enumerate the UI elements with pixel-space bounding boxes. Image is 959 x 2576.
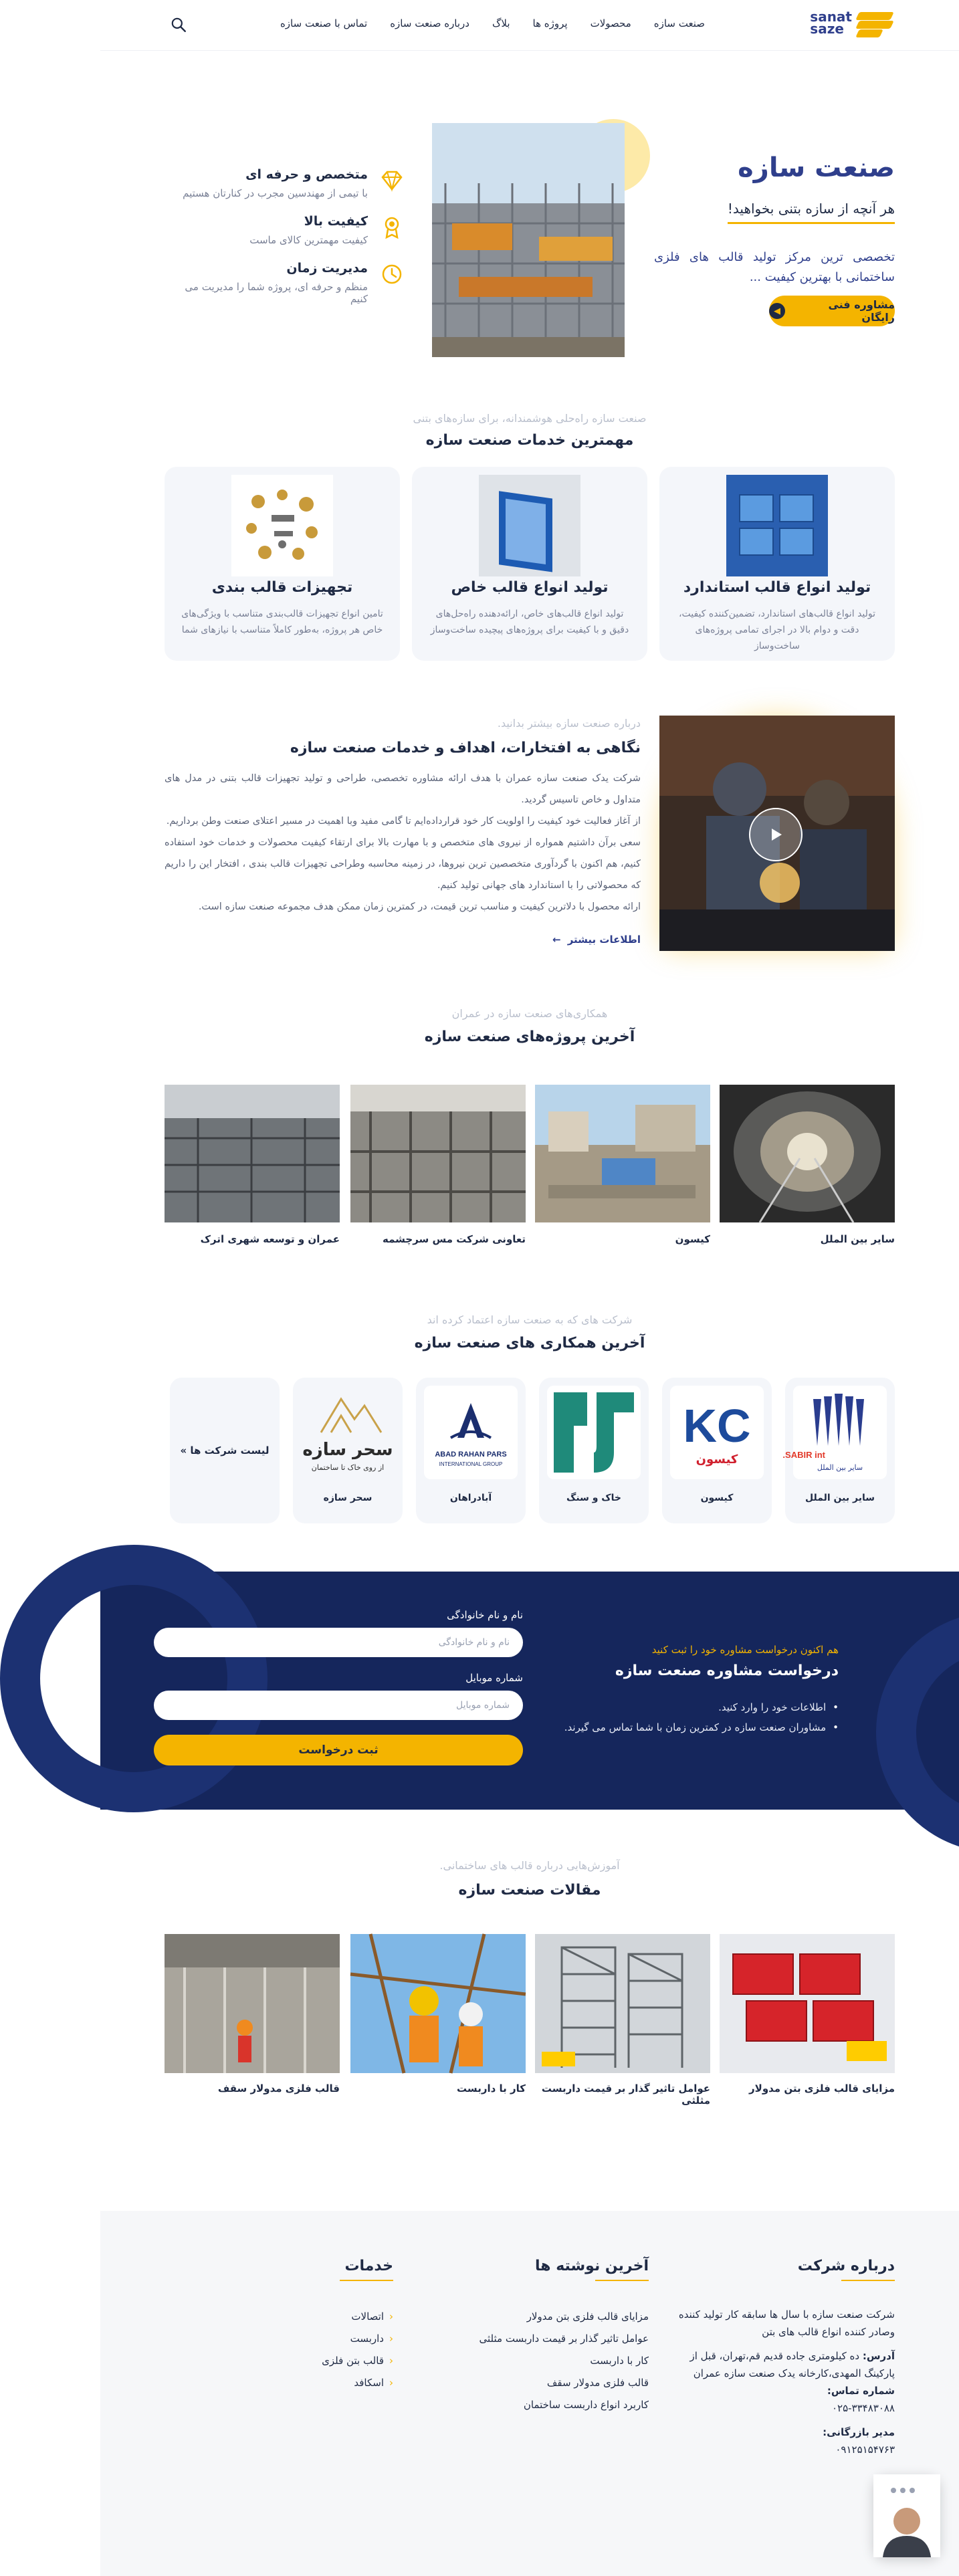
partner-logo-khak-sang: [547, 1386, 641, 1479]
about-paragraph: سعی برآن داشتیم همواره از نیروی های متخصص و با مهارت بالا برای ارتقاء کیفیت محصولات و خدمات خود استفاده کنیم، هم اکنون با گردآوری متخصصین ترین نیروها، در زمینه محاسبه وطراحی تجهیزات قالب بندی ، افتخار این را داریم که محصولاتی را با استاندارد های جهانی تولید کنیم.: [165, 837, 641, 891]
partner-name: سحر سازه: [323, 1493, 372, 1503]
free-consultation-label: مشاوره فنی رایگان: [828, 298, 895, 324]
cta-bullet: • اطلاعات خود را وارد کنید.: [564, 1697, 839, 1717]
footer-about-title: درباره شرکت: [798, 2258, 895, 2281]
about-paragraph: شرکت یدک صنعت سازه عمران با هدف ارائه مشاوره تخصصی، طراحی و تولید تجهیزات قالب بتنی در مدل های متداول و خاص تاسیس گردید.: [165, 773, 641, 805]
footer-post-link[interactable]: عوامل تاثیر گذار بر قیمت داربست مثلثی: [479, 2333, 649, 2345]
project-label[interactable]: کیسون: [675, 1233, 710, 1245]
address-text: ده کیلومتری جاده قدیم قم،تهران، قبل از پارکینگ المهدی،کارخانه یدک صنعت سازه عمران: [689, 2350, 895, 2379]
footer-post-link[interactable]: کاربرد انواع داربست ساختمان: [523, 2399, 649, 2411]
logo-text: [810, 11, 852, 35]
name-input[interactable]: نام و نام خانوادگی: [154, 1628, 523, 1657]
footer-post-link[interactable]: مزایای قالب فلزی بتن مدولار: [526, 2311, 649, 2323]
logo-mark-icon: [857, 9, 895, 36]
special-formwork-image: [479, 475, 580, 576]
projects-title: آخرین پروژه‌های صنعت سازه: [424, 1029, 635, 1045]
partner-card[interactable]: [782, 1378, 895, 1523]
service-title: تولید انواع قالب خاص: [451, 579, 609, 596]
articles-title: مقالات صنعت سازه: [458, 1882, 601, 1899]
phone-label: شماره موبایل: [465, 1672, 523, 1684]
more-info-label: اطلاعات بیشتر: [567, 934, 641, 946]
partner-logo-text: KC: [683, 1400, 751, 1452]
partner-logo-sabir: [782, 1386, 887, 1479]
articles-kicker: آموزش‌هایی درباره قالب های ساختمانی.: [439, 1859, 620, 1872]
services-title: مهمترین خدمات صنعت سازه: [425, 432, 634, 449]
about-title: نگاهی به افتخارات، اهداف و خدمات صنعت سازه: [290, 740, 641, 756]
nav-item-projects[interactable]: پروژه ها: [532, 17, 568, 29]
service-text: تولید انواع قالب‌های خاص، ارائه‌دهنده راه‌حل‌های دقیق و با کیفیت برای پروژه‌های پیچیده ساخت‌وساز: [430, 609, 629, 635]
partner-logo-subtext: INTERNATIONAL GROUP: [439, 1461, 503, 1467]
footer-service-link[interactable]: ‹ اتصالات: [322, 2306, 393, 2328]
partner-logo-text: ABAD RAHAN PARS: [435, 1451, 507, 1459]
footer-posts-list: [480, 2306, 649, 2416]
footer-about: [667, 2306, 895, 2458]
site-logo[interactable]: [810, 9, 895, 36]
about-paragraph: از آغاز فعالیت خود کیفیت را اولویت کار خود قرارداده‌ایم تا گامی مفید وبا اهمیت در مسیر اعتلای صنعت وطن برداریم.: [166, 816, 641, 827]
partner-logo-sahar-saze: [301, 1386, 395, 1479]
feature-title: کیفیت بالا: [304, 214, 368, 229]
phone-number[interactable]: ۰۲۵-۳۳۴۸۳۰۸۸: [831, 2402, 895, 2414]
project-image[interactable]: [350, 1085, 526, 1222]
partner-logo-text: SABIR int.: [782, 1450, 825, 1460]
play-icon: [766, 825, 785, 844]
hero-description: تخصصی ترین مرکز تولید قالب های فلزی ساختمانی با بهترین کیفیت ...: [654, 250, 895, 284]
project-image[interactable]: [165, 1085, 340, 1222]
partners-kicker: شرکت های که به صنعت سازه اعتماد کرده اند: [427, 1313, 633, 1326]
hero-features: [165, 167, 405, 320]
about-kicker: درباره صنعت سازه بیشتر بدانید.: [497, 717, 641, 730]
services-kicker: صنعت سازه راه‌حلی هوشمندانه، برای سازه‌های بتنی: [413, 412, 647, 425]
nav-item-products[interactable]: محصولات: [590, 17, 631, 29]
article-image[interactable]: [165, 1934, 340, 2073]
manager-phone[interactable]: ۰۹۱۲۵۱۵۴۷۶۳: [835, 2444, 895, 2456]
partner-logo-subtext: از روی خاک تا ساختمان: [311, 1463, 385, 1472]
feature-text: منظم و حرفه ای، پروژه شما را مدیریت می کنیم: [185, 281, 368, 305]
partner-logo-subtext: کیسون: [696, 1453, 738, 1467]
article-label[interactable]: کار با داربست: [457, 2082, 526, 2095]
footer-service-link[interactable]: ‹ داربست: [322, 2328, 393, 2350]
service-text: تامین انواع تجهیزات قالب‌بندی متناسب با ویژگی‌های خاص هر پروژه، به‌طور کاملاً متناسب با نیازهای شما: [181, 609, 383, 635]
footer-posts-title: آخرین نوشته ها: [535, 2258, 649, 2281]
feature-title: مدیریت زمان: [286, 261, 368, 276]
nav-item-home[interactable]: صنعت سازه: [653, 17, 705, 29]
partner-logo-abad-rahan: [424, 1386, 518, 1479]
feature-item: [165, 167, 405, 199]
main-nav: [280, 17, 705, 29]
service-card[interactable]: [165, 467, 400, 661]
cta-kicker: هم اکنون درخواست مشاوره خود را ثبت کنید: [651, 1644, 839, 1656]
hero-title: صنعت سازه: [738, 152, 895, 183]
partner-logo-text: سحر سازه: [302, 1440, 393, 1460]
article-label[interactable]: عوامل تاثیر گذار بر قیمت داربست مثلثی: [541, 2082, 710, 2107]
cta-title: درخواست مشاوره صنعت سازه: [615, 1662, 839, 1679]
footer-post-link[interactable]: کار با داربست: [590, 2355, 649, 2367]
partner-list-link[interactable]: لیست شرکت ها »: [180, 1444, 270, 1457]
phone-label: شماره تماس:: [827, 2385, 895, 2397]
article-image[interactable]: [350, 1934, 526, 2073]
footer-post-link[interactable]: قالب فلزی مدولار سقف: [546, 2377, 649, 2389]
article-label[interactable]: مزایای قالب فلزی بتن مدولار: [749, 2082, 895, 2095]
nav-item-contact[interactable]: تماس با صنعت سازه: [280, 17, 368, 29]
feature-item: [165, 261, 405, 305]
footer-services-list: [322, 2306, 393, 2394]
free-consultation-button[interactable]: [769, 296, 895, 326]
feature-item: [165, 214, 405, 246]
partner-name: خاک و سنگ: [566, 1493, 621, 1503]
site-footer: [100, 2211, 959, 2576]
project-image[interactable]: [535, 1085, 710, 1222]
logo-line-1: sanat: [810, 9, 852, 25]
partner-card[interactable]: [416, 1378, 526, 1523]
about-paragraph: ارائه محصول با دلاترین کیفیت و مناسب ترین قیمت، در کمترین زمان ممکن هدف مجموعه صنعت سازه است.: [198, 901, 641, 912]
feature-text: با تیمی از مهندسین مجرب در کنارتان هستیم: [183, 187, 368, 199]
chat-agent-avatar-icon: [873, 2474, 940, 2557]
medal-icon: [379, 214, 405, 241]
partner-logo-subtext: سایر بین الملل: [817, 1463, 863, 1472]
partner-name: آبادراهان: [449, 1493, 492, 1503]
footer-about-text: شرکت صنعت سازه با سال ها سابقه کار تولید کننده وصادر کننده انواع قالب های بتن: [678, 2309, 895, 2338]
submit-request-button[interactable]: ثبت درخواست: [154, 1735, 523, 1765]
play-video-button[interactable]: [749, 808, 803, 861]
consultation-form-section: [100, 1572, 959, 1810]
service-card[interactable]: [412, 467, 647, 661]
address-label: آدرس:: [862, 2350, 895, 2362]
service-text: تولید انواع قالب‌های استاندارد، تضمین‌کننده کیفیت، دقت و دوام بالا در اجرای تمامی پروژه‌های ساخت‌وساز: [678, 609, 876, 651]
diamond-icon: [379, 167, 405, 194]
partner-card[interactable]: [539, 1378, 649, 1523]
hero-scaffolding-image: [432, 123, 625, 357]
article-image[interactable]: [720, 1934, 895, 2073]
nav-item-blog[interactable]: بلاگ: [492, 17, 510, 29]
project-image[interactable]: [720, 1085, 895, 1222]
feature-text: کیفیت مهمترین کالای ماست: [249, 234, 368, 246]
footer-service-link[interactable]: ‹ قالب بتن فلزی: [322, 2350, 393, 2372]
search-icon[interactable]: [170, 16, 187, 33]
phone-input[interactable]: شماره موبایل: [154, 1691, 523, 1720]
service-title: تجهیزات قالب بندی: [211, 579, 353, 596]
partner-list-card[interactable]: [170, 1378, 280, 1523]
partner-name: کیسون: [700, 1493, 734, 1503]
manager-label: مدیر بازرگانی:: [823, 2426, 895, 2438]
article-image[interactable]: [535, 1934, 710, 2073]
arrow-left-icon: ◀: [769, 303, 785, 319]
arrow-left-icon: ←: [552, 934, 561, 946]
feature-title: متخصص و حرفه ای: [245, 167, 368, 182]
decor-ring: [876, 1612, 959, 1852]
more-info-link[interactable]: [552, 934, 641, 946]
footer-services-title: خدمات: [344, 2258, 393, 2281]
article-label[interactable]: قالب فلزی مدولار سقف: [217, 2082, 340, 2095]
standard-formwork-image: [726, 475, 828, 576]
projects-kicker: همکاری‌های صنعت سازه در عمران: [451, 1007, 608, 1020]
cta-bullets: [564, 1697, 839, 1737]
partner-name: سایر بین الملل: [805, 1493, 875, 1503]
service-card[interactable]: [659, 467, 895, 661]
partner-logo-kesun: [670, 1386, 764, 1479]
partners-title: آخرین همکاری های صنعت سازه: [414, 1335, 645, 1352]
project-label[interactable]: سایر بین الملل: [820, 1233, 895, 1245]
chat-widget-button[interactable]: [873, 2474, 940, 2557]
project-label[interactable]: عمران و توسعه شهری اترک: [200, 1233, 340, 1245]
service-title: تولید انواع قالب استاندارد: [683, 579, 871, 596]
nav-item-about[interactable]: درباره صنعت سازه: [390, 17, 469, 29]
name-label: نام و نام خانوادگی: [447, 1609, 523, 1621]
partner-card[interactable]: [662, 1378, 772, 1523]
partner-card[interactable]: [293, 1378, 403, 1523]
about-body: [165, 768, 641, 918]
formwork-equipment-image: [231, 475, 333, 576]
site-header: [100, 0, 959, 51]
hero-subtitle: هر آنچه از سازه بتنی بخواهید!: [728, 201, 895, 224]
footer-service-link[interactable]: ‹ اسکافد: [322, 2372, 393, 2394]
logo-line-2: saze: [810, 21, 844, 37]
cta-bullet: • مشاوران صنعت سازه در کمترین زمان با شما تماس می گیرند.: [564, 1717, 839, 1737]
clock-icon: [379, 261, 405, 288]
project-label[interactable]: تعاونی شرکت مس سرچشمه: [382, 1233, 526, 1245]
